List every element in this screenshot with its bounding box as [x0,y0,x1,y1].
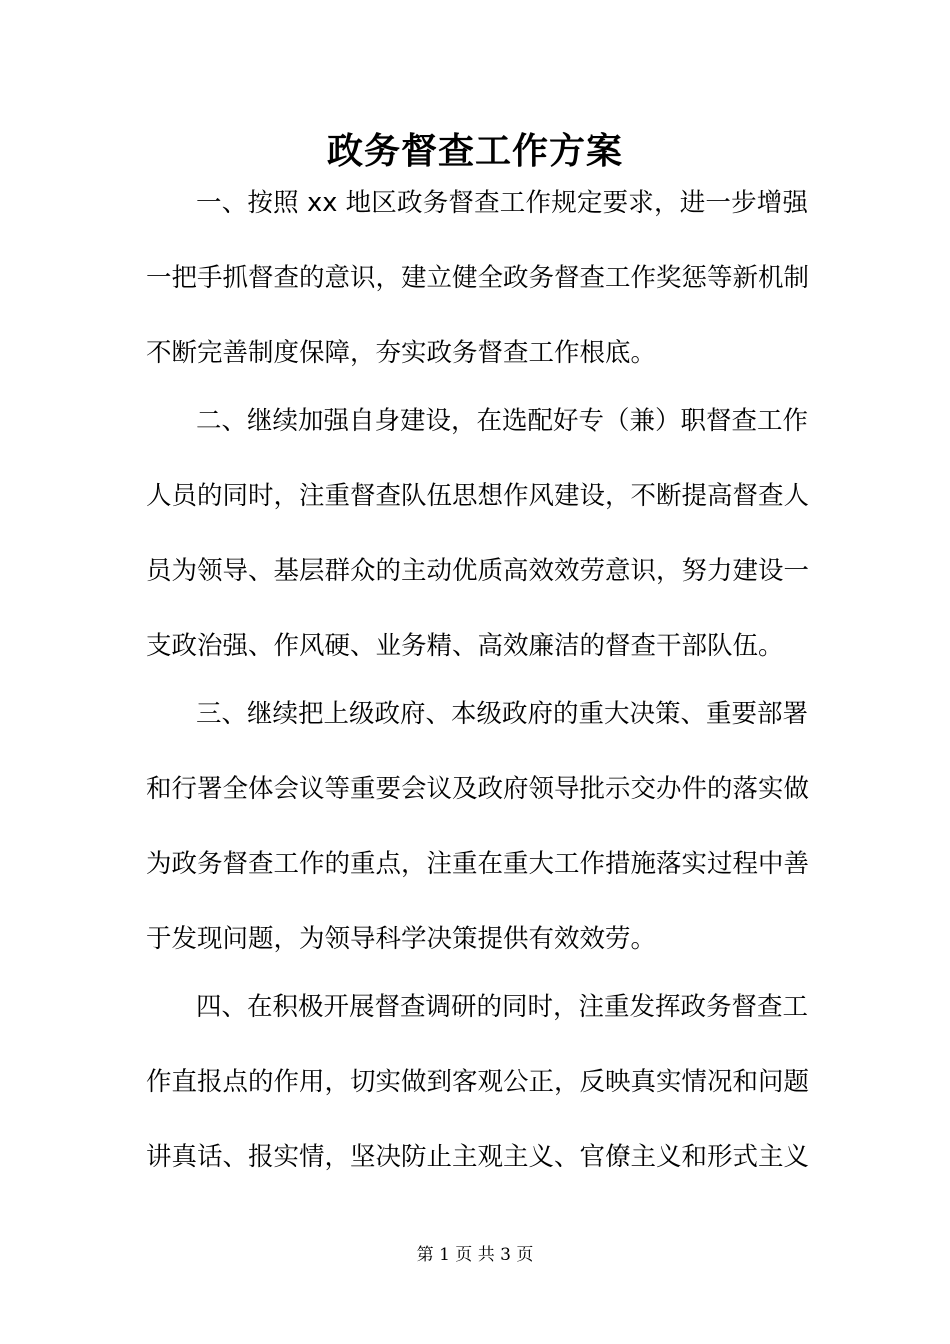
paragraph-line: 二、继续加强自身建设，在选配好专（兼）职督查工作 [196,406,809,436]
paragraph-line: 和行署全体会议等重要会议及政府领导批示交办件的落实做 [146,774,810,804]
paragraph-line: 三、继续把上级政府、本级政府的重大决策、重要部署 [196,699,809,729]
paragraph-line: 为政务督查工作的重点，注重在重大工作措施落实过程中善 [146,849,810,879]
paragraph-line: 员为领导、基层群众的主动优质高效效劳意识，努力建设一 [146,556,810,586]
paragraph-line: 人员的同时，注重督查队伍思想作风建设，不断提高督查人 [146,481,810,511]
paragraph-line: 一把手抓督查的意识，建立健全政务督查工作奖惩等新机制 [146,263,810,293]
paragraph-line: 四、在积极开展督查调研的同时，注重发挥政务督查工 [196,992,809,1022]
page-number-footer: 第 1 页 共 3 页 [416,1245,534,1265]
paragraph-line: 一、按照 xx 地区政务督查工作规定要求，进一步增强 [196,188,808,218]
paragraph-line: 讲真话、报实情，坚决防止主观主义、官僚主义和形式主义 [146,1142,810,1172]
document-title: 政务督查工作方案 [326,131,623,172]
paragraph-line: 作直报点的作用，切实做到客观公正，反映真实情况和问题 [146,1067,810,1097]
paragraph-line: 不断完善制度保障，夯实政务督查工作根底。 [146,338,657,368]
paragraph-line: 支政治强、作风硬、业务精、高效廉洁的督查干部队伍。 [146,631,784,661]
paragraph-line: 于发现问题，为领导科学决策提供有效效劳。 [146,924,657,954]
